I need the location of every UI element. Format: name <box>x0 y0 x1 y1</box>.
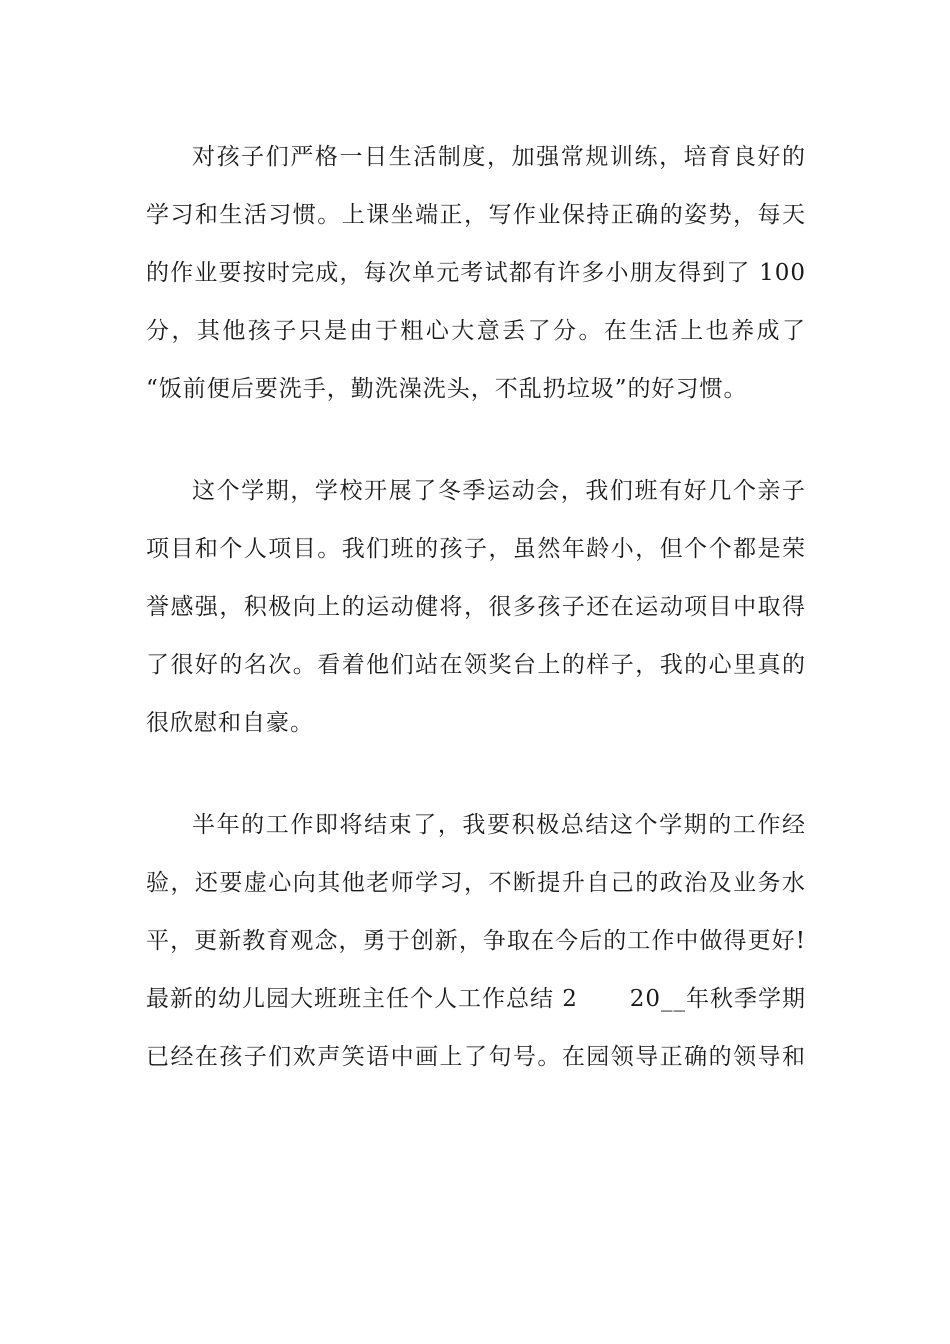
paragraph-line: 项目和个人项目。我们班的孩子，虽然年龄小，但个个都是荣 <box>146 536 806 562</box>
paragraph-line: 验，还要虚心向其他老师学习，不断提升自己的政治及业务水 <box>146 870 806 896</box>
paragraph-line: 这个学期，学校开展了冬季运动会，我们班有好几个亲子 <box>192 478 806 504</box>
section-heading-tail: 20__年秋季学期 <box>629 986 806 1012</box>
paragraph-line: 平，更新教育观念，勇于创新，争取在今后的工作中做得更好! <box>146 928 806 954</box>
paragraph-line: 了很好的名次。看着他们站在领奖台上的样子，我的心里真的 <box>146 652 806 678</box>
paragraph-summary <box>146 796 806 970</box>
paragraph-line: 分，其他孩子只是由于粗心大意丢了分。在生活上也养成了 <box>146 318 806 344</box>
paragraph-sports <box>146 462 806 752</box>
section-heading-line <box>146 970 806 1028</box>
section-following-line: 已经在孩子们欢声笑语中画上了句号。在园领导正确的领导和 <box>146 1044 806 1070</box>
paragraph-gap <box>146 418 806 462</box>
paragraph-line: 很欣慰和自豪。 <box>146 710 314 736</box>
paragraph-line: 学习和生活习惯。上课坐端正，写作业保持正确的姿势，每天 <box>146 202 806 228</box>
paragraph-line: 半年的工作即将结束了，我要积极总结这个学期的工作经 <box>192 812 806 838</box>
document-body <box>146 128 806 1086</box>
paragraph-line: 的作业要按时完成，每次单元考试都有许多小朋友得到了 100 <box>146 260 806 286</box>
paragraph-line: “饭前便后要洗手，勤洗澡洗头，不乱扔垃圾”的好习惯。 <box>146 376 748 402</box>
section-heading: 最新的幼儿园大班班主任个人工作总结 2 <box>146 986 578 1012</box>
paragraph-gap <box>146 752 806 796</box>
paragraph-line: 对孩子们严格一日生活制度，加强常规训练，培育良好的 <box>192 144 806 170</box>
paragraph-routine <box>146 128 806 418</box>
paragraph-line: 誉感强，积极向上的运动健将，很多孩子还在运动项目中取得 <box>146 594 806 620</box>
